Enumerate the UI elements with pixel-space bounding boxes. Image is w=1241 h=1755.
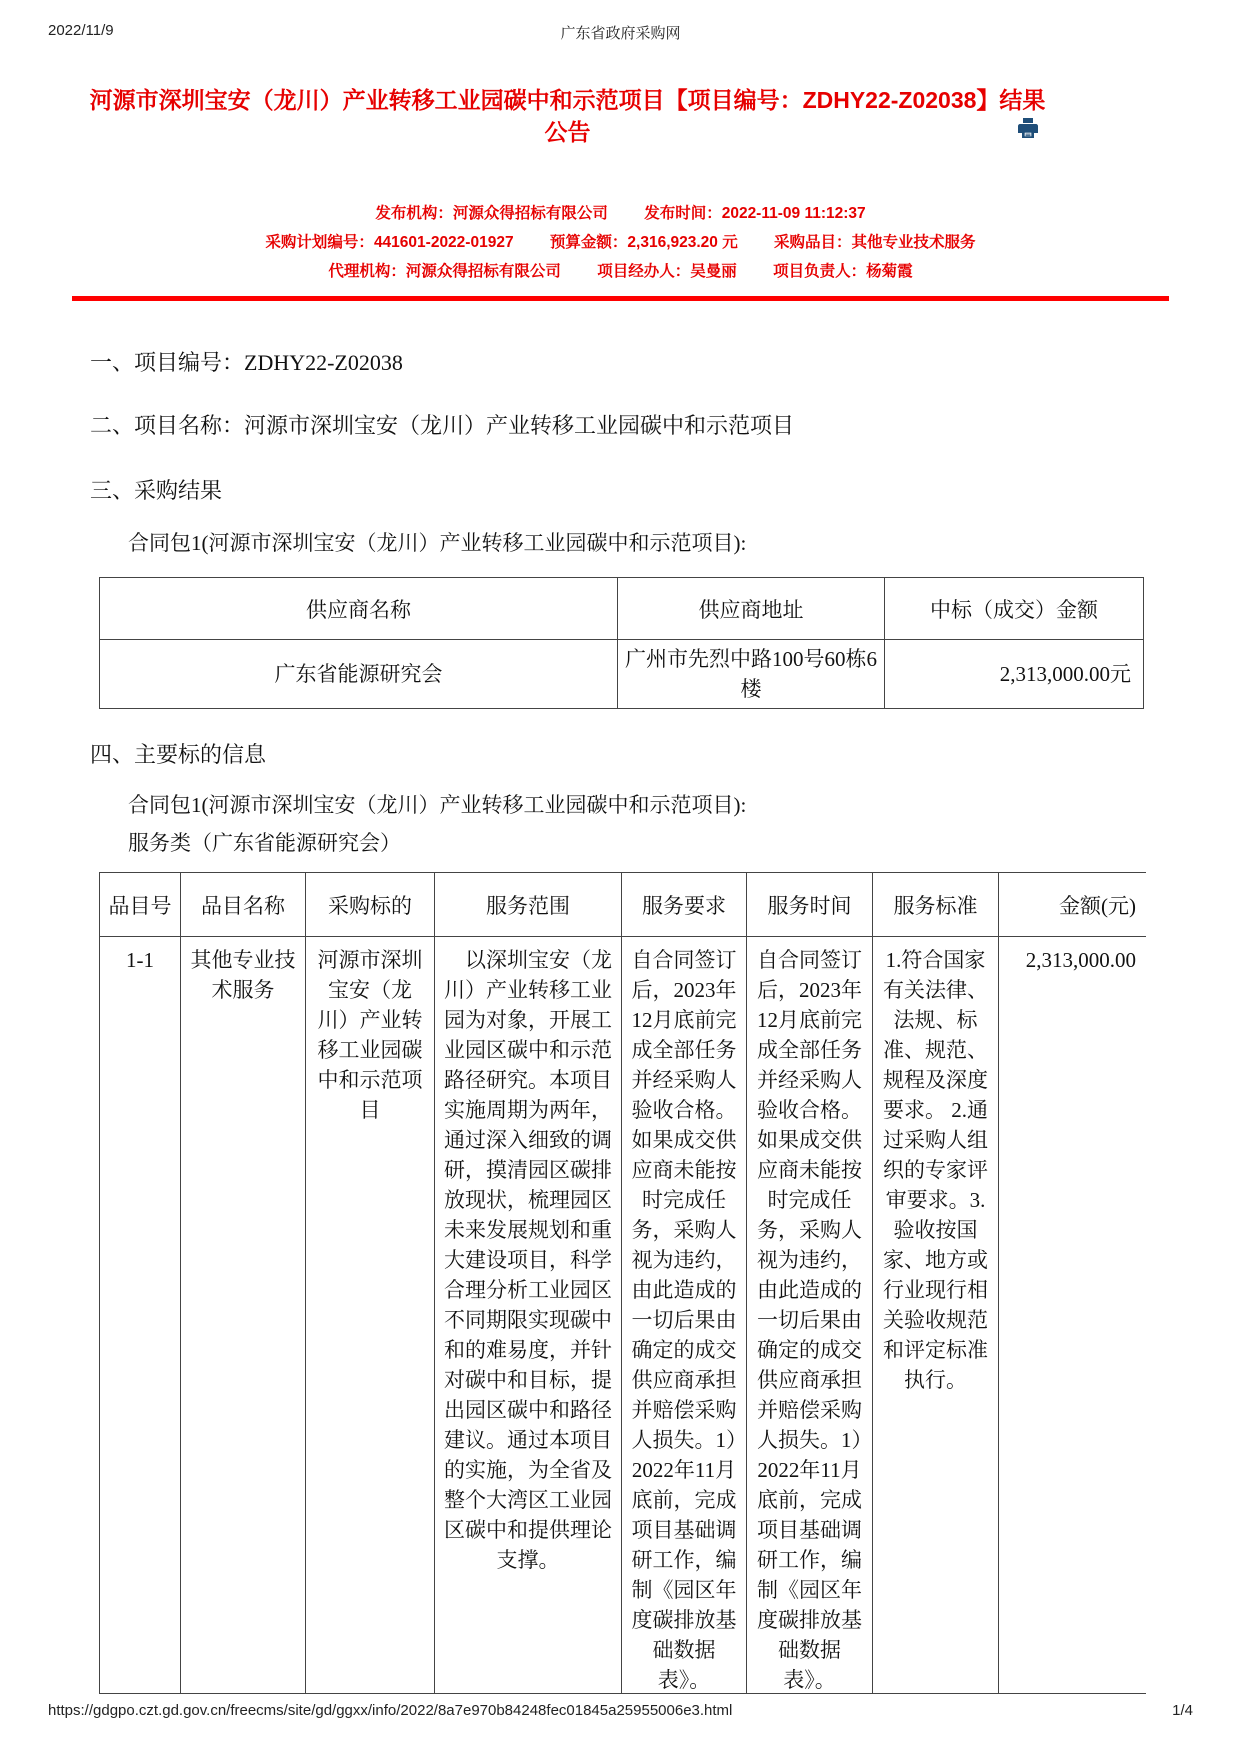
section-procurement-result: 三、采购结果 xyxy=(90,478,223,503)
supplier-name-header: 供应商名称 xyxy=(100,578,618,640)
section-project-name: 二、项目名称：河源市深圳宝安（龙川）产业转移工业园碳中和示范项目 xyxy=(90,413,795,438)
procurement-category xyxy=(774,228,976,257)
subject-cell: 河源市深圳宝安（龙川）产业转移工业园碳中和示范项目 xyxy=(306,937,435,1695)
section-main-subject-info: 四、主要标的信息 xyxy=(90,742,267,767)
plan-number xyxy=(265,228,513,257)
supplier-table-header-row xyxy=(100,578,1144,640)
publish-org-value: 河源众得招标有限公司 xyxy=(452,205,608,222)
budget-amount-value: 2,316,923.20 元 xyxy=(627,234,738,251)
printer-icon xyxy=(1016,127,1040,144)
subject-header: 采购标的 xyxy=(306,873,435,937)
service-time-cell: 自合同签订后，2023年12月底前完成全部任务并经采购人验收合格。如果成交供应商未能按时完成任务，采购人视为违约，由此造成的一切后果由确定的成交供应商承担并赔偿采购人损失。1）2022年11月底前，完成项目基础调研工作，编制《园区年度碳排放基础数据表》。 xyxy=(747,937,873,1695)
service-standard-header: 服务标准 xyxy=(873,873,999,937)
page-indicator: 1/4 xyxy=(1172,1702,1193,1719)
browser-print-header xyxy=(48,22,1193,44)
supplier-address-header: 供应商地址 xyxy=(618,578,885,640)
service-standard-cell: 1.符合国家有关法律、法规、标准、规范、规程及深度要求。 2.通过采购人组织的专家评审要求。3.验收按国家、地方或行业现行相关验收规范和评定标准执行。 xyxy=(873,937,999,1695)
items-table-clip xyxy=(99,872,1146,1694)
project-handler xyxy=(597,257,737,286)
meta-row-3 xyxy=(72,257,1169,286)
meta-row-1 xyxy=(72,199,1169,228)
print-date: 2022/11/9 xyxy=(48,22,114,39)
project-leader-value: 杨菊霞 xyxy=(866,263,913,280)
publish-time xyxy=(644,199,865,228)
meta-row-2 xyxy=(72,228,1169,257)
item-no-header: 品目号 xyxy=(100,873,181,937)
plan-number-value: 441601-2022-01927 xyxy=(373,234,514,251)
agency-label: 代理机构： xyxy=(328,263,406,280)
award-amount-cell: 2,313,000.00元 xyxy=(885,640,1144,709)
publish-time-label: 发布时间： xyxy=(644,205,722,222)
supplier-table-row xyxy=(100,640,1144,709)
items-table-row xyxy=(100,937,1147,1695)
project-handler-value: 吴曼丽 xyxy=(690,263,737,280)
service-requirement-cell: 自合同签订后，2023年12月底前完成全部任务并经采购人验收合格。如果成交供应商未能按时完成任务，采购人视为违约，由此造成的一切后果由确定的成交供应商承担并赔偿采购人损失。1）2022年11月底前，完成项目基础调研工作，编制《园区年度碳排放基础数据表》。 xyxy=(622,937,747,1695)
agency xyxy=(328,257,561,286)
item-name-header: 品目名称 xyxy=(181,873,306,937)
budget-amount xyxy=(550,228,738,257)
contract-package-line-1: 合同包1(河源市深圳宝安（龙川）产业转移工业园碳中和示范项目): xyxy=(128,531,747,555)
announcement-title: 河源市深圳宝安（龙川）产业转移工业园碳中和示范项目【项目编号：ZDHY22-Z02038】结果公告 xyxy=(89,87,1046,145)
supplier-name-cell: 广东省能源研究会 xyxy=(100,640,618,709)
amount-header: 金额(元) xyxy=(999,873,1147,937)
service-class-line: 服务类（广东省能源研究会） xyxy=(128,831,401,855)
service-scope-cell: 以深圳宝安（龙川）产业转移工业园为对象，开展工业园区碳中和示范路径研究。本项目实施周期为两年，通过深入细致的调研，摸清园区碳排放现状，梳理园区未来发展规划和重大建设项目，科学合理分析工业园区不同期限实现碳中和的难易度，并针对碳中和目标，提出园区碳中和路径建议。通过本项目的实施，为全省及整个大湾区工业园区碳中和提供理论支撑。 xyxy=(435,937,622,1695)
red-divider xyxy=(72,296,1169,301)
item-name-cell: 其他专业技术服务 xyxy=(181,937,306,1695)
agency-value: 河源众得招标有限公司 xyxy=(405,263,561,280)
supplier-address-cell: 广州市先烈中路100号60栋6楼 xyxy=(618,640,885,709)
plan-number-label: 采购计划编号： xyxy=(265,234,374,251)
items-table xyxy=(99,872,1146,1694)
service-requirement-header: 服务要求 xyxy=(622,873,747,937)
award-amount-header: 中标（成交）金额 xyxy=(885,578,1144,640)
publish-meta xyxy=(72,199,1169,286)
publish-org-label: 发布机构： xyxy=(375,205,453,222)
publish-time-value: 2022-11-09 11:12:37 xyxy=(721,205,866,222)
project-handler-label: 项目经办人： xyxy=(597,263,691,280)
amount-cell: 2,313,000.00 xyxy=(999,937,1147,1695)
project-leader-label: 项目负责人： xyxy=(773,263,867,280)
print-button[interactable] xyxy=(1016,116,1040,140)
section-project-number: 一、项目编号：ZDHY22-Z02038 xyxy=(90,350,403,375)
contract-package-line-2: 合同包1(河源市深圳宝安（龙川）产业转移工业园碳中和示范项目): xyxy=(128,793,747,817)
publish-org xyxy=(375,199,608,228)
item-no-cell: 1-1 xyxy=(100,937,181,1695)
project-leader xyxy=(773,257,913,286)
budget-amount-label: 预算金额： xyxy=(549,234,628,251)
service-scope-header: 服务范围 xyxy=(435,873,622,937)
source-url: https://gdgpo.czt.gd.gov.cn/freecms/site/gd/ggxx/info/2022/8a7e970b84248fec01845a25955006e3.html xyxy=(48,1702,733,1719)
procurement-category-label: 采购品目： xyxy=(774,234,852,251)
browser-print-footer xyxy=(48,1702,1193,1724)
procurement-category-value: 其他专业技术服务 xyxy=(851,234,976,251)
supplier-table xyxy=(99,577,1144,709)
service-time-header: 服务时间 xyxy=(747,873,873,937)
items-table-header-row xyxy=(100,873,1147,937)
site-name: 广东省政府采购网 xyxy=(560,25,681,42)
